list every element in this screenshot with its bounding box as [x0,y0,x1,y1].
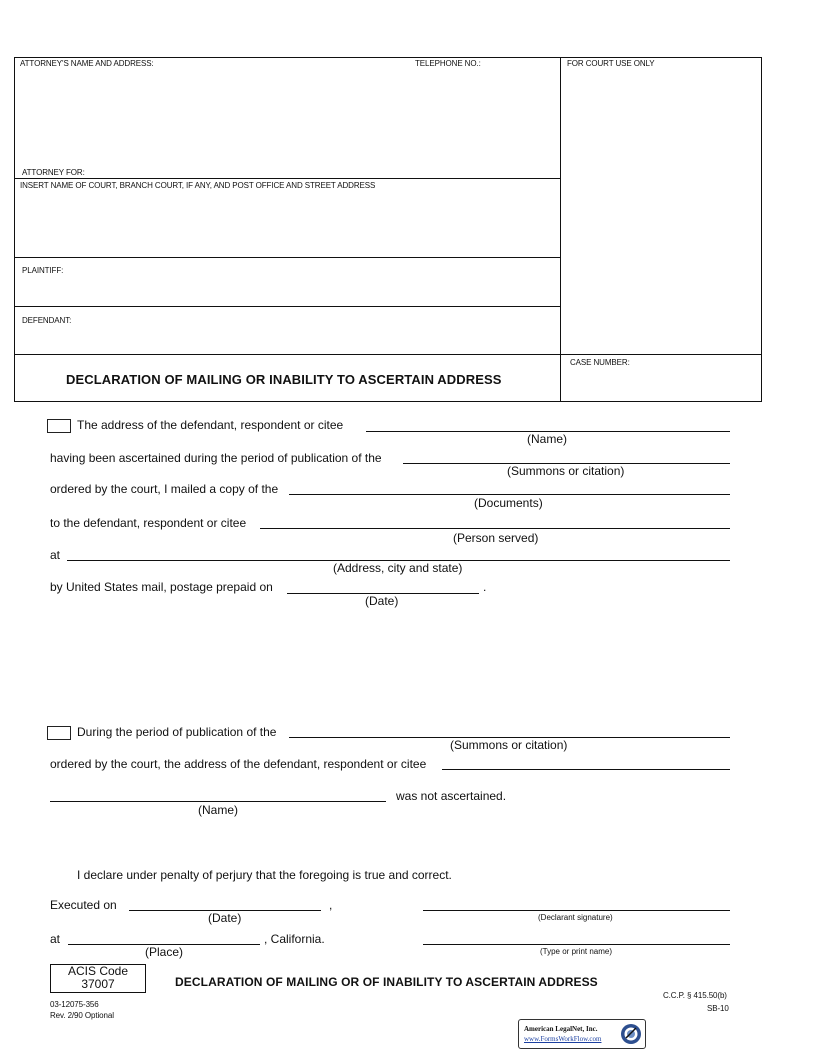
section2-line2: ordered by the court, the address of the defendant, respondent or citee [50,757,427,771]
plaintiff-label: PLAINTIFF: [22,266,64,275]
section1-line5: at [50,548,61,562]
caption-place: (Place) [145,945,184,959]
caption-date: (Date) [365,594,399,608]
declaration-statement: I declare under penalty of perjury that the foregoing is true and correct. [77,868,452,882]
caption-executed-date: (Date) [208,911,242,925]
acis-label: ACIS Code [67,964,129,978]
form-number: SB-10 [707,1004,729,1013]
citee-field-line[interactable] [442,769,730,770]
attorney-name-address-label: ATTORNEY'S NAME AND ADDRESS: [20,59,154,68]
case-number-label: CASE NUMBER: [570,358,630,367]
executed-comma: , [329,898,333,912]
signature-field-line[interactable] [423,910,730,911]
caption-print-name: (Type or print name) [540,947,613,956]
globe-icon [620,1023,642,1045]
telephone-label: TELEPHONE NO.: [415,59,481,68]
court-name-label: INSERT NAME OF COURT, BRANCH COURT, IF ANY, AND POST OFFICE AND STREET ADDRESS [20,181,376,190]
section1-period: . [483,580,487,594]
section1-line2: having been ascertained during the period of publication of the [50,451,382,465]
section2-line3-suffix: was not ascertained. [396,789,507,803]
revision: Rev. 2/90 Optional [50,1011,114,1020]
acis-code: 37007 [81,977,115,991]
section1-line6: by United States mail, postage prepaid on [50,580,273,594]
form-id: 03-12075-356 [50,1000,99,1009]
caption-name-2: (Name) [198,803,239,817]
california-label: , California. [264,932,325,946]
court-use-label: FOR COURT USE ONLY [567,59,655,68]
form-title: DECLARATION OF MAILING OR INABILITY TO ASCERTAIN ADDRESS [66,372,502,387]
caption-summons: (Summons or citation) [507,464,625,478]
caption-documents: (Documents) [474,496,543,510]
caption-person-served: (Person served) [453,531,539,545]
logo-url: www.FormsWorkFlow.com [524,1035,602,1043]
code-section: C.C.P. § 415.50(b) [663,991,727,1000]
section1-line4: to the defendant, respondent or citee [50,516,247,530]
name-field-line-2[interactable] [50,801,386,802]
documents-field-line[interactable] [289,494,730,495]
person-served-field-line[interactable] [260,528,730,529]
legalnet-logo[interactable] [518,1019,646,1049]
section1-line1: The address of the defendant, respondent or citee [77,418,344,432]
executed-on-label: Executed on [50,898,117,912]
address-not-ascertained-checkbox[interactable] [47,726,71,740]
section2-line1: During the period of publication of the [77,725,277,739]
address-ascertained-checkbox[interactable] [47,419,71,433]
logo-name: American LegalNet, Inc. [524,1025,598,1033]
section1-line3: ordered by the court, I mailed a copy of the [50,482,279,496]
attorney-for-label: ATTORNEY FOR: [22,168,85,177]
print-name-field-line[interactable] [423,944,730,945]
caption-name: (Name) [527,432,568,446]
defendant-label: DEFENDANT: [22,316,72,325]
footer-title: DECLARATION OF MAILING OR OF INABILITY TO ASCERTAIN ADDRESS [175,975,598,989]
acis-code-box [50,964,146,993]
caption-signature: (Declarant signature) [538,913,613,922]
caption-summons-2: (Summons or citation) [450,738,568,752]
at-label: at [50,932,61,946]
caption-address: (Address, city and state) [333,561,463,575]
